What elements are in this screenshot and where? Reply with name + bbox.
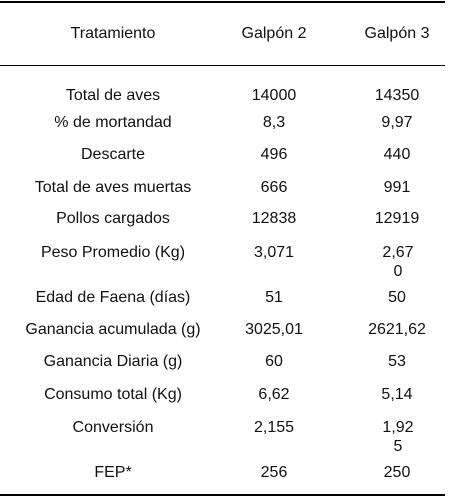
row-label: Edad de Faena (días) xyxy=(35,289,191,306)
row-label: Descarte xyxy=(80,146,146,163)
row-value-galpon-3: 991 xyxy=(383,179,411,196)
table-row xyxy=(0,352,445,374)
row-value-galpon-2: 496 xyxy=(260,146,288,163)
table-row xyxy=(0,178,445,200)
table-top-rule xyxy=(0,1,445,3)
table-row xyxy=(0,209,445,231)
row-value-galpon-3: 5,14 xyxy=(381,386,413,403)
row-value-galpon-2: 14000 xyxy=(251,87,297,104)
row-value-galpon-3: 12919 xyxy=(374,210,420,227)
row-value-galpon-2: 3025,01 xyxy=(245,321,303,338)
row-value-galpon-3-line1: 1,92 xyxy=(382,419,414,436)
row-label: Pollos cargados xyxy=(56,210,170,227)
row-label: Peso Promedio (Kg) xyxy=(40,244,186,261)
row-value-galpon-3-line1: 2,67 xyxy=(382,244,414,261)
row-value-galpon-3: 2621,62 xyxy=(368,321,426,338)
table-row xyxy=(0,288,445,310)
row-value-galpon-3: 9,97 xyxy=(381,114,413,131)
header-galpon-3: Galpón 3 xyxy=(364,25,430,42)
header-galpon-2: Galpón 2 xyxy=(241,25,307,42)
row-value-galpon-3: 14350 xyxy=(374,87,420,104)
row-value-galpon-3: 53 xyxy=(388,353,406,370)
row-label: % de mortandad xyxy=(54,114,172,131)
row-value-galpon-3: 50 xyxy=(388,289,406,306)
row-label: Consumo total (Kg) xyxy=(44,386,182,403)
table-row xyxy=(0,113,445,135)
table-row xyxy=(0,463,445,485)
row-value-galpon-3-line2: 0 xyxy=(393,263,403,280)
row-value-galpon-2: 51 xyxy=(265,289,283,306)
row-value-galpon-3: 250 xyxy=(383,464,411,481)
table-row xyxy=(0,385,445,407)
row-value-galpon-2: 6,62 xyxy=(258,386,290,403)
table-row xyxy=(0,320,445,342)
row-value-galpon-2: 2,155 xyxy=(253,419,295,436)
row-label: Total de aves muertas xyxy=(34,179,192,196)
row-value-galpon-3-line2: 5 xyxy=(393,438,403,455)
table-header-rule xyxy=(0,65,445,66)
table-row xyxy=(0,145,445,167)
row-value-galpon-2: 60 xyxy=(265,353,283,370)
row-label: Conversión xyxy=(72,419,154,436)
table-header-row xyxy=(0,24,445,46)
row-label: Ganancia Diaria (g) xyxy=(43,353,183,370)
row-value-galpon-2: 256 xyxy=(260,464,288,481)
row-value-galpon-2: 666 xyxy=(260,179,288,196)
table-row xyxy=(0,86,445,108)
row-value-galpon-2: 3,071 xyxy=(253,244,295,261)
row-value-galpon-3: 440 xyxy=(383,146,411,163)
table-bottom-rule xyxy=(0,494,445,496)
row-value-galpon-2: 8,3 xyxy=(262,114,286,131)
header-tratamiento: Tratamiento xyxy=(70,25,156,42)
row-value-galpon-2: 12838 xyxy=(251,210,297,227)
row-label: Total de aves xyxy=(65,87,161,104)
row-label: Ganancia acumulada (g) xyxy=(25,321,201,338)
row-label: FEP* xyxy=(94,464,132,481)
